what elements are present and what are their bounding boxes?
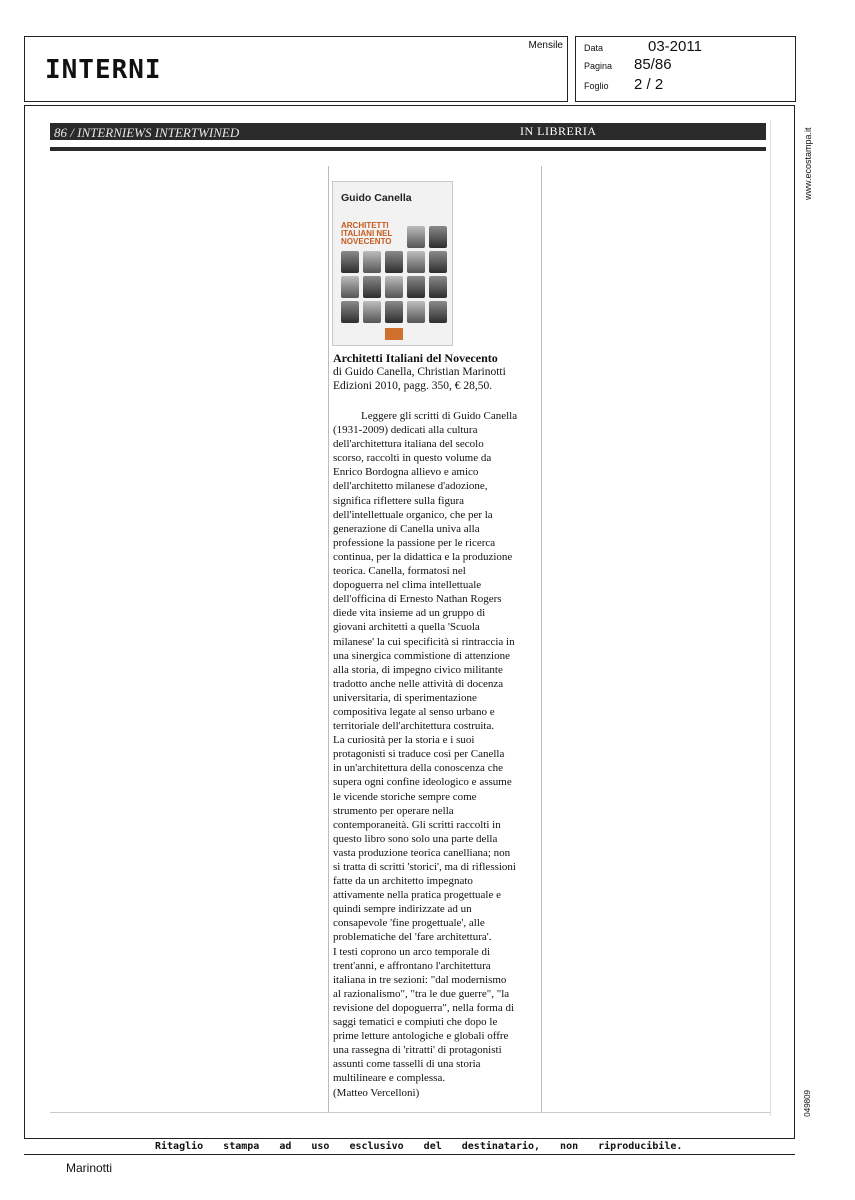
cover-title-line: ARCHITETTI — [341, 221, 389, 230]
website-vertical: www.ecostampa.it — [803, 127, 813, 200]
review-line: strumento per operare nella — [333, 804, 454, 817]
review-line: supera ogni confine ideologico e assume — [333, 776, 512, 789]
portrait — [429, 301, 447, 323]
review-line: multilineare e complessa. — [333, 1072, 446, 1085]
cover-author: Guido Canella — [341, 192, 412, 204]
review-line: revisione del dopoguerra", nella forma di — [333, 1001, 515, 1014]
header-publication-box — [24, 36, 568, 102]
review-line: professione la passione per le ricerca — [333, 536, 496, 549]
section-band-underline — [50, 147, 766, 151]
portrait — [385, 301, 403, 323]
portrait — [363, 301, 381, 323]
disclaimer: Ritaglio stampa ad uso esclusivo del destinatario, non riproducibile. — [155, 1141, 683, 1152]
review-line: scorso, raccolti in questo volume da — [333, 452, 492, 465]
portrait — [407, 301, 425, 323]
page-value: 85/86 — [634, 56, 672, 73]
review-line: diede vita insieme ad un gruppo di — [333, 607, 486, 620]
review-line: I testi coprono un arco temporale di — [333, 945, 491, 958]
review-line: una sinergica commistione di attenzione — [333, 649, 510, 662]
sheet-value: 2 / 2 — [634, 76, 664, 93]
review-line: saggi tematici e compiuti che dopo le — [333, 1016, 498, 1029]
book-credits: di Guido Canella, Christian Marinotti — [333, 366, 506, 378]
date-label: Data — [584, 43, 604, 53]
book-edition-info: Edizioni 2010, pagg. 350, € 28,50. — [333, 380, 493, 392]
portrait — [407, 276, 425, 298]
review-line: dell'architettura italiana del secolo — [333, 438, 484, 451]
footer-rule — [24, 1154, 795, 1155]
review-line: universitaria, di sperimentazione — [333, 691, 477, 704]
review-line: questo libro sono solo una parte della — [333, 832, 498, 845]
portrait — [363, 251, 381, 273]
review-line: vasta produzione teorica canelliana; non — [333, 846, 511, 859]
publisher-logo — [385, 328, 403, 340]
review-line: (1931-2009) dedicati alla cultura — [333, 424, 478, 437]
review-line: territoriale dell'architettura costruita. — [333, 720, 495, 733]
portrait — [385, 251, 403, 273]
publication-title: INTERNI — [45, 55, 162, 85]
review-line: le vicende storiche sempre come — [333, 790, 477, 803]
review-line: contemporaneità. Gli scritti raccolti in — [333, 818, 501, 831]
review-body — [333, 409, 543, 1100]
review-line: compositiva legate al senso urbano e — [333, 705, 495, 718]
review-line: continua, per la didattica e la produzione — [333, 550, 513, 563]
portrait — [407, 251, 425, 273]
review-line: italiana in tre sezioni: "dal modernismo — [333, 973, 507, 986]
portrait — [429, 276, 447, 298]
review-line: assunti come tasselli di una storia — [333, 1058, 481, 1071]
review-line: dell'architetto milanese d'adozione, — [333, 480, 488, 493]
review-line: (Matteo Vercelloni) — [333, 1086, 420, 1099]
sheet-label: Foglio — [584, 81, 609, 91]
portrait — [429, 226, 447, 248]
review-line: una rassegna di 'ritratti' di protagonisti — [333, 1044, 502, 1057]
review-line: La curiosità per la storia e i suoi — [333, 734, 475, 747]
review-line: al razionalismo", "tra le due guerre", "la — [333, 987, 510, 1000]
date-value: 03-2011 — [648, 38, 702, 55]
review-line: problematiche del 'fare architettura'. — [333, 931, 492, 944]
header-meta-box — [575, 36, 796, 102]
portrait — [407, 226, 425, 248]
section-band-title: 86 / INTERNIEWS INTERTWINED — [54, 125, 240, 140]
review-line: quindi sempre indirizzate ad un — [333, 903, 472, 916]
review-line: tradotto anche nelle attività di docenza — [333, 677, 504, 690]
page-bottom-rule — [50, 1112, 770, 1113]
clipping-code: 049809 — [803, 1090, 812, 1117]
review-line: Leggere gli scritti di Guido Canella — [361, 410, 518, 422]
portrait — [385, 276, 403, 298]
review-line: trent'anni, e affrontano l'architettura — [333, 959, 491, 972]
review-line: dell'intellettuale organico, che per la — [333, 508, 493, 521]
cover-title — [341, 222, 403, 246]
frame-bottom-rule — [24, 1138, 795, 1139]
cover-title-line: ITALIANI NEL — [341, 229, 393, 238]
review-line: milanese' la cui specificità si rintraccia in — [333, 635, 515, 648]
book-cover — [332, 181, 453, 346]
review-line: consapevole 'fine progettuale', alle — [333, 917, 485, 930]
footer-company: Marinotti — [66, 1161, 113, 1175]
section-band-label: IN LIBRERIA — [520, 124, 597, 138]
review-line: in un'architettura della conoscenza che — [333, 762, 503, 775]
cover-title-line: NOVECENTO — [341, 237, 392, 246]
column-divider-left — [328, 166, 329, 1112]
review-line: significa riflettere sulla figura — [333, 494, 465, 507]
review-line: giovani architetti a quella 'Scuola — [333, 621, 480, 634]
review-line: prime letture antologiche e globali offre — [333, 1030, 509, 1043]
review-line: si tratta di scritti 'storici', ma di riflessioni — [333, 861, 516, 873]
review-line: attivamente nella pratica progettuale e — [333, 889, 501, 902]
review-line: generazione di Canella univa alla — [333, 522, 480, 535]
portrait — [429, 251, 447, 273]
portrait — [341, 276, 359, 298]
review-line: dell'officina di Ernesto Nathan Rogers — [333, 593, 502, 606]
review-line: fatte da un architetto impegnato — [333, 875, 473, 888]
portrait — [341, 301, 359, 323]
review-line: protagonisti si traduce così per Canella — [333, 748, 505, 761]
review-line: teorica. Canella, formatosi nel — [333, 565, 466, 578]
page-label: Pagina — [584, 61, 613, 71]
review-line: Enrico Bordogna allievo e amico — [333, 466, 479, 479]
portrait — [363, 276, 381, 298]
review-line: dopoguerra nel clima intellettuale — [333, 579, 482, 592]
book-title: Architetti Italiani del Novecento — [333, 351, 498, 365]
review-line: alla storia, di impegno civico militante — [333, 663, 503, 676]
portrait — [341, 251, 359, 273]
frequency-label: Mensile — [528, 40, 563, 51]
